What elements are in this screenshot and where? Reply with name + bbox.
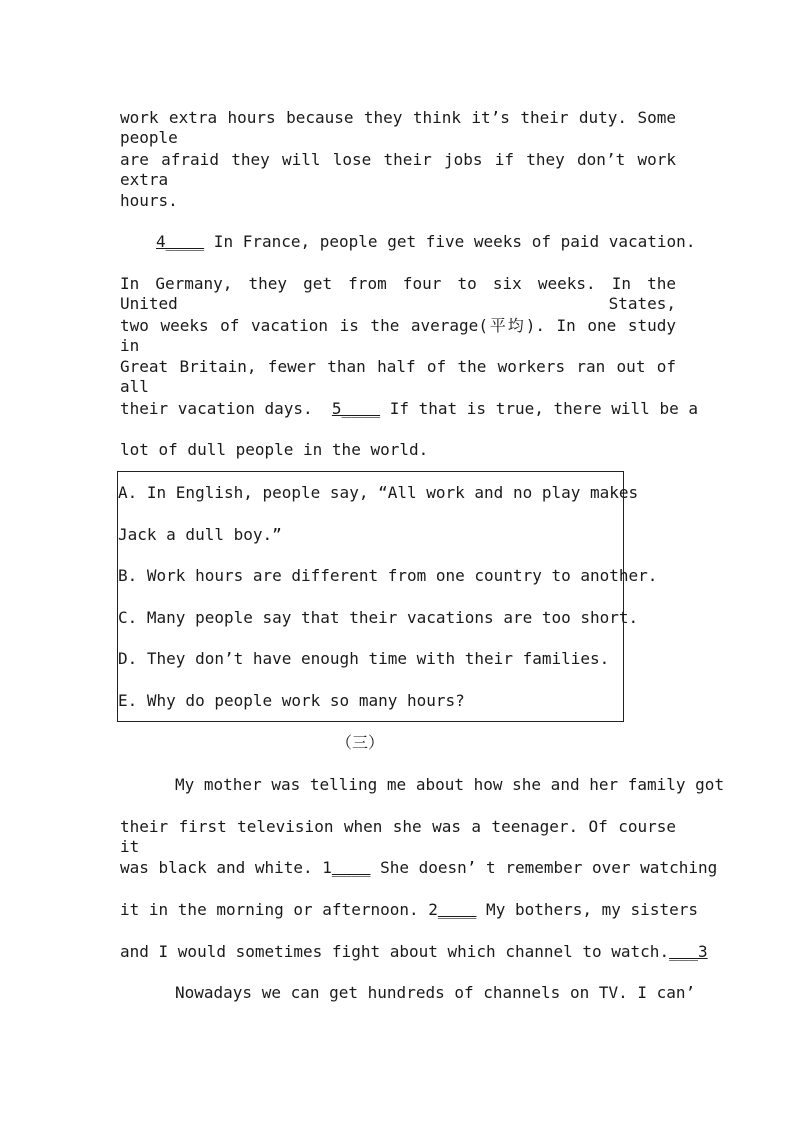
option-e: E. Why do people work so many hours? bbox=[118, 691, 465, 710]
answer-blank-4[interactable]: 4____ bbox=[156, 232, 205, 251]
sentence-text: She doesn’ t remember over watching bbox=[370, 858, 718, 877]
paragraph-line: My mother was telling me about how she and her family got bbox=[175, 775, 725, 794]
section-heading: （三） bbox=[335, 733, 384, 752]
option-d: D. They don’t have enough time with their families. bbox=[118, 649, 610, 668]
paragraph-line: are afraid they will lose their jobs if they don’t work extra bbox=[120, 150, 676, 189]
sentence-text: their vacation days. bbox=[120, 399, 332, 418]
sentence-text: My bothers, my sisters bbox=[476, 900, 698, 919]
paragraph-line bbox=[120, 858, 718, 878]
paragraph-line: hours. bbox=[120, 191, 178, 210]
answer-blank-1[interactable]: ____ bbox=[331, 858, 371, 877]
paragraph-line: Great Britain, fewer than half of the workers ran out of all bbox=[120, 357, 676, 396]
sentence-text: In France, people get five weeks of paid vacation. bbox=[204, 232, 696, 251]
paragraph-line bbox=[156, 232, 696, 252]
paragraph-line: two weeks of vacation is the average(平均). In one study in bbox=[120, 316, 676, 355]
paragraph-line bbox=[120, 942, 708, 962]
sentence-text: it in the morning or afternoon. 2 bbox=[120, 900, 438, 919]
option-a-continued: Jack a dull boy.” bbox=[118, 525, 282, 544]
option-c: C. Many people say that their vacations are too short. bbox=[118, 608, 639, 627]
paragraph-line: their first television when she was a teenager. Of course it bbox=[120, 817, 676, 856]
paragraph-line: work extra hours because they think it’s their duty. Some people bbox=[120, 108, 676, 147]
answer-blank-5[interactable]: 5____ bbox=[331, 399, 381, 418]
paragraph-line: Nowadays we can get hundreds of channels on TV. I can’ bbox=[175, 983, 696, 1002]
sentence-text: and I would sometimes fight about which channel to watch. bbox=[120, 942, 670, 961]
sentence-text: was black and white. 1 bbox=[120, 858, 332, 877]
paragraph-line bbox=[120, 399, 698, 419]
option-b: B. Work hours are different from one country to another. bbox=[118, 566, 658, 585]
options-box bbox=[117, 471, 658, 722]
option-a: A. In English, people say, “All work and no play makes bbox=[118, 483, 639, 502]
paragraph-line: In Germany, they get from four to six weeks. In the United States, bbox=[120, 274, 676, 313]
answer-blank-3[interactable]: ___3 bbox=[669, 942, 708, 961]
sentence-text: If that is true, there will be a bbox=[380, 399, 698, 418]
paragraph-line: lot of dull people in the world. bbox=[120, 440, 429, 459]
answer-blank-2[interactable]: ____ bbox=[437, 900, 477, 919]
paragraph-line bbox=[120, 900, 698, 920]
